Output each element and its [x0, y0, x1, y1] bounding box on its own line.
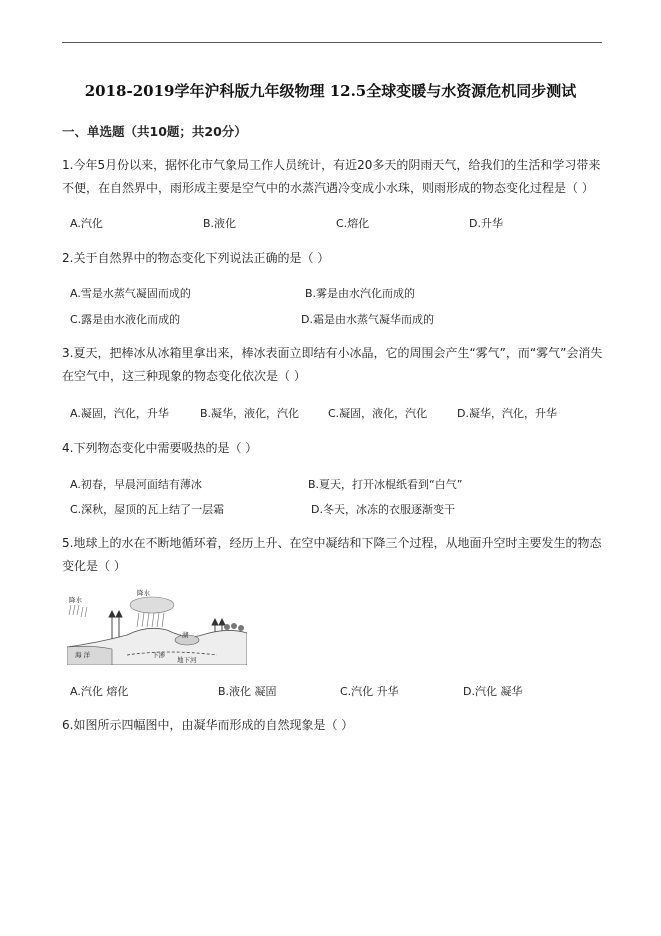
label-rain-left: 降水	[69, 596, 82, 604]
question-1-options	[70, 215, 610, 235]
question-2: 2.关于自然界中的物态变化下列说法正确的是（ ）	[62, 251, 330, 265]
question-6: 6.如图所示四幅图中，由凝华而形成的自然现象是（ ）	[62, 718, 354, 732]
option-b: B.液化	[203, 217, 237, 230]
question-2-options-row1	[70, 285, 610, 305]
label-lake: 湖	[182, 631, 189, 639]
option-c: C.深秋，屋顶的瓦上结了一层霜	[70, 503, 225, 516]
header-rule	[62, 42, 602, 43]
option-a: A.初春，早晨河面结有薄冰	[70, 478, 202, 491]
option-c: C.凝固，液化，汽化	[328, 407, 428, 420]
option-a: A.雪是水蒸气凝固而成的	[70, 287, 191, 300]
option-c: C.汽化 升华	[340, 685, 399, 698]
option-a: A.凝固，汽化，升华	[70, 407, 169, 420]
water-cycle-figure	[67, 585, 247, 665]
option-d: D.升华	[469, 217, 503, 230]
label-ocean: 海 洋	[75, 651, 91, 659]
question-3-options	[70, 405, 610, 425]
cloud-icon	[130, 597, 174, 613]
question-4-options-row1	[70, 476, 610, 496]
label-underground-river: 地下河	[177, 656, 197, 664]
option-b: B.雾是由水汽化而成的	[305, 287, 416, 300]
question-4: 4.下列物态变化中需要吸热的是（ ）	[62, 441, 258, 455]
option-d: D.汽化 凝华	[463, 685, 523, 698]
page-title: 2018-2019学年沪科版九年级物理 12.5全球变暖与水资源危机同步测试	[84, 82, 577, 100]
option-a: A.汽化	[70, 217, 103, 230]
option-c: C.熔化	[336, 217, 370, 230]
option-d: D.霜是由水蒸气凝华而成的	[301, 313, 434, 326]
option-b: B.液化 凝固	[218, 685, 277, 698]
label-infiltration: 下渗	[152, 651, 165, 659]
section-heading: 一、单选题（共10题；共20分）	[62, 124, 247, 139]
option-c: C.露是由水液化而成的	[70, 313, 181, 326]
label-rain-mid: 降水	[137, 589, 150, 597]
question-4-options-row2	[70, 501, 610, 521]
option-d: D.凝华，汽化，升华	[457, 407, 557, 420]
question-5-options	[70, 683, 610, 703]
option-b: B.夏天，打开冰棍纸看到“白气”	[308, 478, 463, 491]
question-3: 3.夏天，把棒冰从冰箱里拿出来，棒冰表面立即结有小冰晶，它的周围会产生“雾气”，而“雾气”会消失在空气中，这三种现象的物态变化依次是（ ）	[62, 346, 603, 383]
question-2-options-row2	[70, 311, 610, 331]
option-a: A.汽化 熔化	[70, 685, 129, 698]
question-1: 1.今年5月份以来，据怀化市气象局工作人员统计，有近20多天的阴雨天气，给我们的生活和学习带来不便，在自然界中，雨形成主要是空气中的水蒸汽遇冷变成小水珠，则雨形成的物态变化过程是（ ）	[62, 158, 601, 195]
option-d: D.冬天，冰冻的衣服逐渐变干	[311, 503, 455, 516]
option-b: B.凝华，液化，汽化	[200, 407, 300, 420]
question-5: 5.地球上的水在不断地循环着，经历上升、在空中凝结和下降三个过程，从地面升空时主要发生的物态变化是（ ）	[62, 536, 602, 573]
